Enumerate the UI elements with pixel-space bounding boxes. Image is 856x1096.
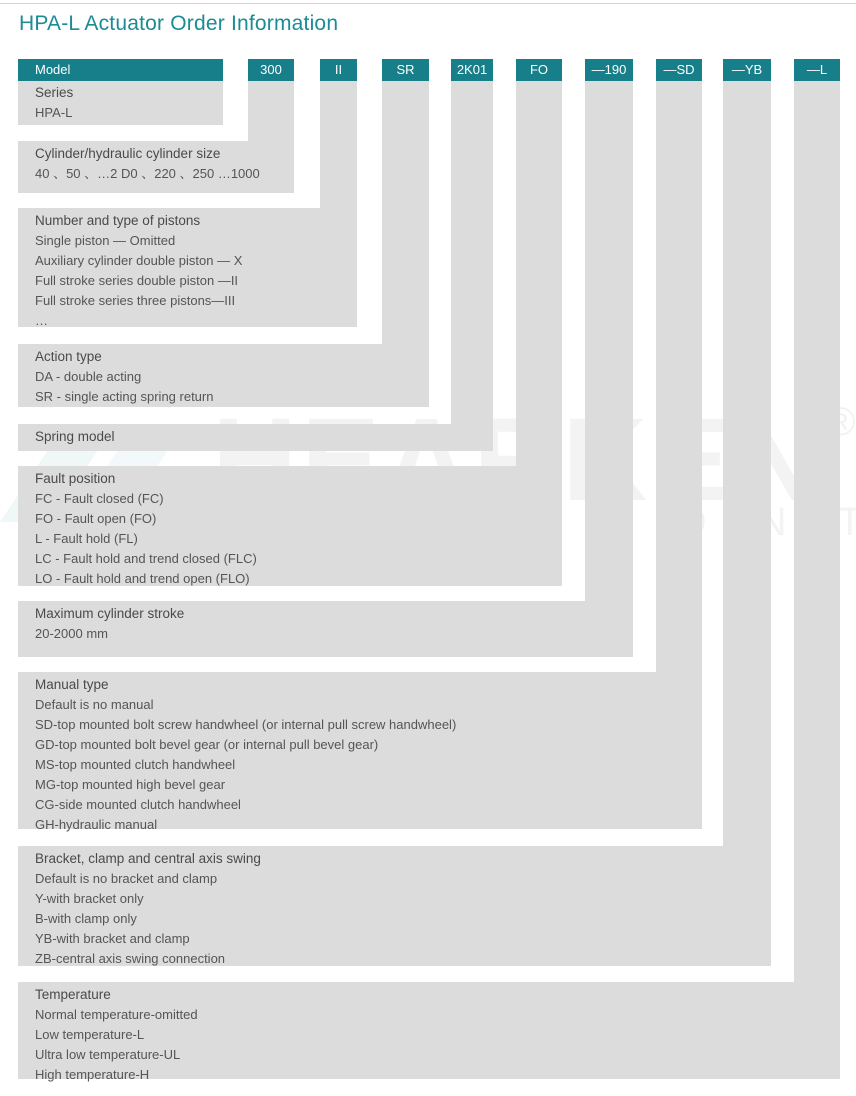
section-box: [18, 344, 429, 407]
section-option: Default is no manual: [35, 697, 154, 712]
section-title: Series: [35, 85, 74, 100]
section-option: FC - Fault closed (FC): [35, 491, 164, 506]
section-option: Low temperature-L: [35, 1027, 145, 1042]
watermark-registered-mark: ®: [826, 400, 856, 444]
section-option: L - Fault hold (FL): [35, 531, 138, 546]
code-header: —YB: [723, 59, 771, 81]
section-title: Bracket, clamp and central axis swing: [35, 851, 261, 866]
code-connector: [794, 80, 840, 1079]
section-option: 40 、50 、…2 D0 、220 、250 …1000: [35, 166, 260, 181]
section-option: Default is no bracket and clamp: [35, 871, 218, 886]
code-header: —SD: [656, 59, 702, 81]
section-title: Manual type: [35, 677, 109, 692]
code-header: —L: [794, 59, 840, 81]
section-option: MS-top mounted clutch handwheel: [35, 757, 236, 772]
section-title: Maximum cylinder stroke: [35, 606, 185, 621]
code-header: FO: [516, 59, 562, 81]
section-option: MG-top mounted high bevel gear: [35, 777, 226, 792]
section-option: Full stroke series three pistons—III: [35, 293, 236, 308]
section-option: SD-top mounted bolt screw handwheel (or internal pull screw handwheel): [35, 717, 457, 732]
section-box: [18, 846, 771, 966]
section-option: Single piston — Omitted: [35, 233, 176, 248]
section-option: 20-2000 mm: [35, 626, 108, 641]
section-option: High temperature-H: [35, 1067, 150, 1082]
section-box: [18, 80, 223, 125]
section-option: DA - double acting: [35, 369, 142, 384]
section-option: FO - Fault open (FO): [35, 511, 157, 526]
code-header: 2K01: [451, 59, 493, 81]
section-box: [18, 982, 840, 1082]
section-title: Spring model: [35, 429, 115, 444]
model-header: Model: [18, 59, 223, 81]
section-option: LC - Fault hold and trend closed (FLC): [35, 551, 257, 566]
section-box: [18, 466, 562, 586]
section-option: Ultra low temperature-UL: [35, 1047, 181, 1062]
section-option: LO - Fault hold and trend open (FLO): [35, 571, 250, 586]
section-box: [18, 601, 633, 657]
section-title: Temperature: [35, 987, 111, 1002]
page-title: HPA-L Actuator Order Information: [19, 12, 339, 35]
section-title: Cylinder/hydraulic cylinder size: [35, 146, 221, 161]
section-option: B-with clamp only: [35, 911, 137, 926]
section-option: Auxiliary cylinder double piston — X: [35, 253, 243, 268]
section-box: [18, 672, 702, 832]
section-option: …: [35, 313, 48, 328]
section-title: Number and type of pistons: [35, 213, 201, 228]
section-option: CG-side mounted clutch handwheel: [35, 797, 241, 812]
section-option: ZB-central axis swing connection: [35, 951, 226, 966]
code-header: SR: [382, 59, 429, 81]
section-option: GD-top mounted bolt bevel gear (or internal pull bevel gear): [35, 737, 379, 752]
section-title: Fault position: [35, 471, 116, 486]
section-option: Normal temperature-omitted: [35, 1007, 198, 1022]
code-header: —190: [585, 59, 633, 81]
code-connector: [451, 80, 493, 451]
code-header: II: [320, 59, 357, 81]
code-header: 300: [248, 59, 294, 81]
top-divider: [0, 3, 856, 4]
section-option: Full stroke series double piston —II: [35, 273, 239, 288]
section-box: [18, 141, 294, 193]
section-option: GH-hydraulic manual: [35, 817, 158, 832]
code-connector: [585, 80, 633, 657]
section-box: [18, 424, 493, 451]
code-connector: [723, 80, 771, 966]
section-title: Action type: [35, 349, 102, 364]
section-option: Y-with bracket only: [35, 891, 144, 906]
section-option: HPA-L: [35, 105, 73, 120]
section-option: SR - single acting spring return: [35, 389, 214, 404]
section-box: [18, 208, 357, 327]
section-option: YB-with bracket and clamp: [35, 931, 190, 946]
